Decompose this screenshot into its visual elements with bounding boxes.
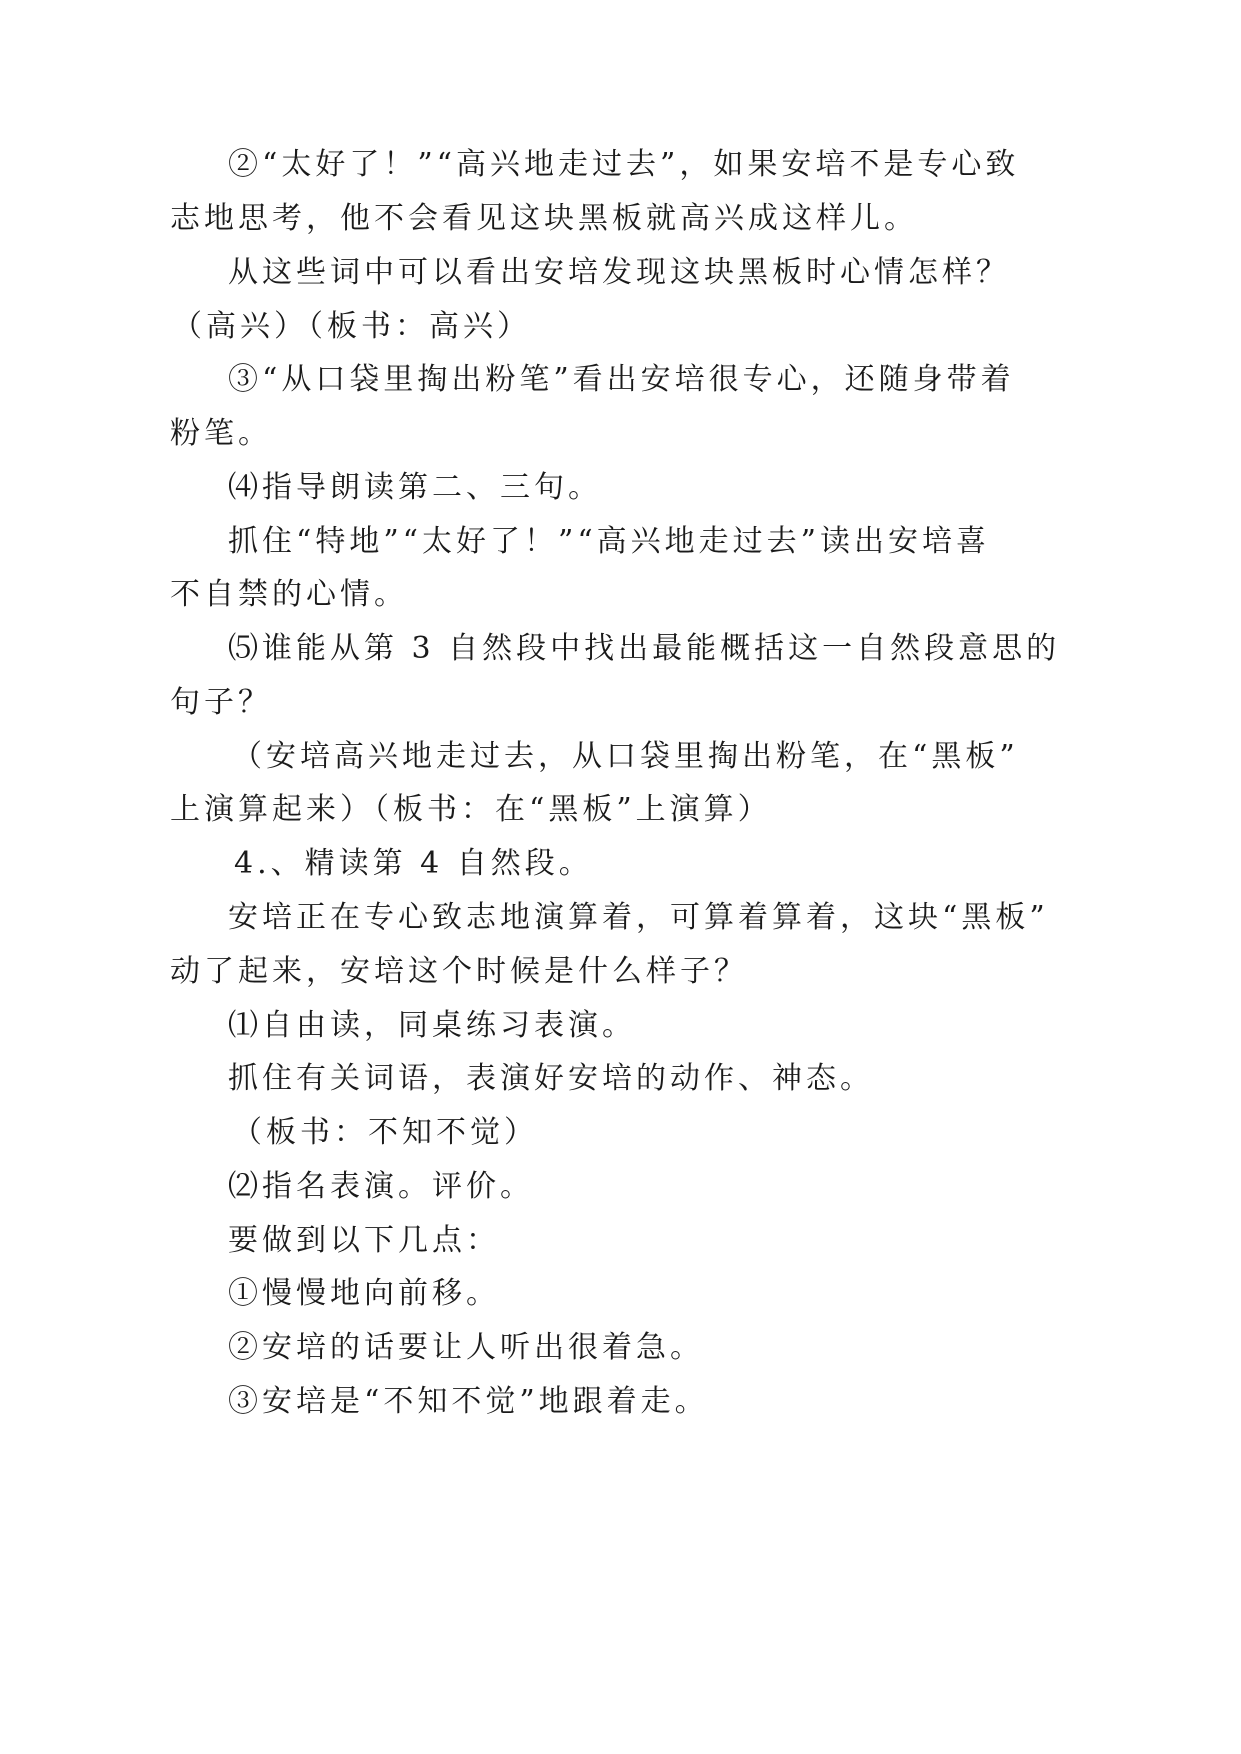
text-line: ②安培的话要让人听出很着急。 [228, 1330, 704, 1365]
text-line: ②“太好了！”“高兴地走过去”，如果安培不是专心致 [228, 147, 1020, 182]
text-line: ⑴自由读，同桌练习表演。 [228, 1008, 636, 1043]
text-line: 安培正在专心致志地演算着，可算着算着，这块“黑板” [228, 900, 1049, 935]
text-line: 从这些词中可以看出安培发现这块黑板时心情怎样？ [228, 255, 1010, 290]
text-line: （安培高兴地走过去，从口袋里掏出粉笔，在“黑板” [232, 739, 1019, 774]
text-line: 要做到以下几点： [228, 1223, 500, 1258]
text-line: 上演算起来）（板书：在“黑板”上演算） [170, 792, 772, 827]
text-line: 抓住“特地”“太好了！”“高兴地走过去”读出安培喜 [228, 524, 991, 559]
text-line: 句子？ [170, 685, 272, 720]
text-line: ③“从口袋里掏出粉笔”看出安培很专心，还随身带着 [228, 362, 1015, 397]
text-line: ①慢慢地向前移。 [228, 1276, 500, 1311]
text-line: 抓住有关词语，表演好安培的动作、神态。 [228, 1061, 874, 1096]
text-line: ⑵指名表演。评价。 [228, 1169, 534, 1204]
text-line: ⑸谁能从第 3 自然段中找出最能概括这一自然段意思的 [228, 631, 1061, 666]
text-line: 不自禁的心情。 [170, 577, 408, 612]
text-line: 志地思考，他不会看见这块黑板就高兴成这样儿。 [170, 201, 918, 236]
text-line: 4.、精读第 4 自然段。 [234, 846, 593, 881]
text-line: 粉笔。 [170, 416, 272, 451]
text-line: （高兴）（板书：高兴） [172, 309, 531, 344]
text-line: 动了起来，安培这个时候是什么样子？ [170, 954, 748, 989]
text-line: ⑷指导朗读第二、三句。 [228, 470, 602, 505]
text-line: （板书：不知不觉） [232, 1115, 538, 1150]
text-line: ③安培是“不知不觉”地跟着走。 [228, 1384, 709, 1419]
